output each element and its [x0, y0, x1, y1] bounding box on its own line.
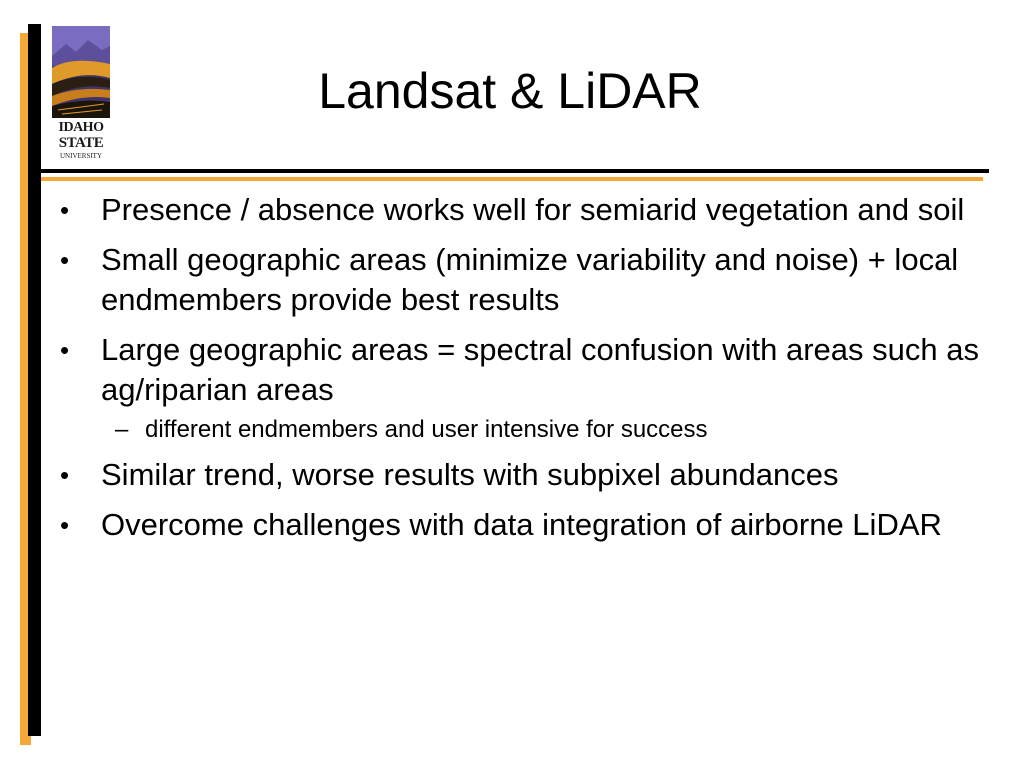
bullet-text: Small geographic areas (minimize variability and noise) + local endmembers provide best results	[101, 242, 959, 317]
sub-bullet-item	[60, 415, 980, 445]
logo-line-2: STATE	[58, 135, 104, 151]
bullet-marker: •	[60, 460, 70, 490]
bullet-marker: •	[60, 245, 70, 275]
logo-emblem-icon	[52, 26, 110, 118]
left-accent-bar-black	[28, 24, 41, 736]
bullet-marker: •	[60, 195, 70, 225]
logo-wordmark	[52, 121, 110, 160]
bullet-text: Presence / absence works well for semiarid vegetation and soil	[101, 192, 965, 227]
bullet-marker: •	[60, 335, 70, 365]
sub-bullet-text: different endmembers and user intensive for success	[145, 416, 708, 443]
sub-bullet-marker: –	[115, 416, 129, 443]
logo-line-3: UNIVERSITY	[60, 152, 102, 160]
bullet-marker: •	[60, 510, 70, 540]
bullet-item	[60, 330, 980, 410]
bullet-item	[60, 505, 980, 545]
bullet-text: Similar trend, worse results with subpixel abundances	[101, 457, 839, 492]
bullet-text: Overcome challenges with data integration of airborne LiDAR	[101, 507, 942, 542]
title-rule-black	[41, 169, 989, 173]
bullet-item	[60, 190, 980, 230]
title-rule-orange	[41, 177, 983, 181]
logo-line-1: IDAHO	[58, 120, 104, 135]
bullet-text: Large geographic areas = spectral confusion with areas such as ag/riparian areas	[101, 332, 979, 407]
bullet-item	[60, 240, 980, 320]
university-logo	[52, 26, 110, 162]
bullet-list	[60, 190, 980, 555]
slide-title: Landsat & LiDAR	[318, 63, 702, 119]
bullet-item	[60, 455, 980, 495]
